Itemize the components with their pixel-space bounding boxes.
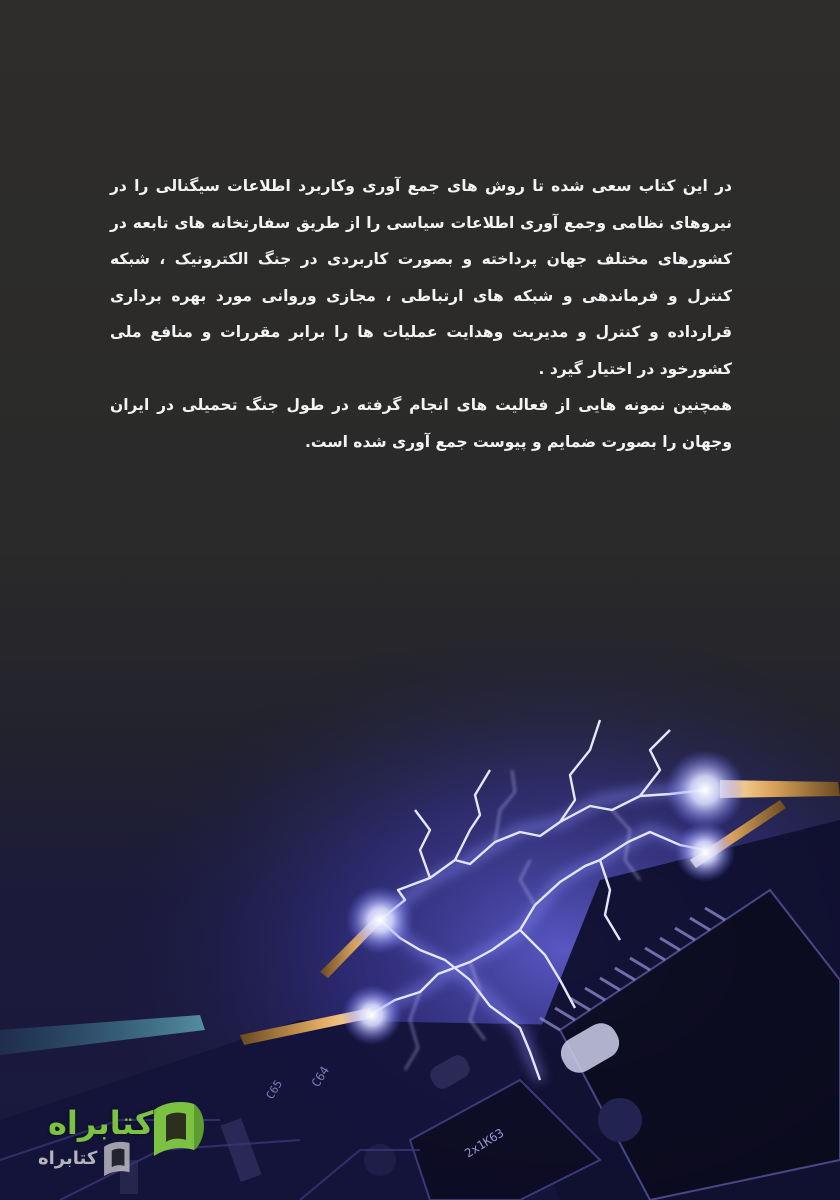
book-leaf-small-icon bbox=[100, 1138, 140, 1180]
chip-label-2: C64 bbox=[308, 1063, 333, 1090]
chip-label-3: C65 bbox=[263, 1077, 286, 1102]
watermark-logo bbox=[8, 1088, 228, 1198]
spark-left-upper bbox=[346, 886, 414, 954]
book-leaf-icon bbox=[148, 1096, 210, 1162]
book-description bbox=[110, 168, 732, 460]
spark-right-lower bbox=[675, 822, 735, 882]
spark-left-lower bbox=[342, 985, 402, 1045]
description-paragraph-1: در این کتاب سعی شده تا روش های جمع آوری وکاربرد اطلاعات سیگنالی را در نیروهای نظامی وجمع آوری اطلاعات سیاسی را از طریق سفارتخانه های تابعه در کشورهای مختلف جهان پرداخته و بصورت کاربردی در جنگ الکترونیک ، شبکه کنترل و فرماندهی و شبکه های ارتباطی ، مجازی وروانی مورد بهره برداری قرارداده و کنترل و مدیریت وهدایت عملیات ها را برابر مقررات و منافع ملی کشورخود در اختیار گیرد . bbox=[110, 177, 732, 378]
brand-name: کتابراه bbox=[48, 1104, 154, 1142]
spark-right-upper bbox=[665, 750, 745, 830]
description-paragraph-2: همچنین نمونه هایی از فعالیت های انجام گرفته در طول جنگ تحمیلی در ایران وجهان را بصورت ضمایم و پیوست جمع آوری شده است. bbox=[110, 396, 732, 451]
chip-label-1: 2x1K63 bbox=[462, 1125, 507, 1161]
brand-name-secondary: کتابراه bbox=[38, 1148, 98, 1169]
